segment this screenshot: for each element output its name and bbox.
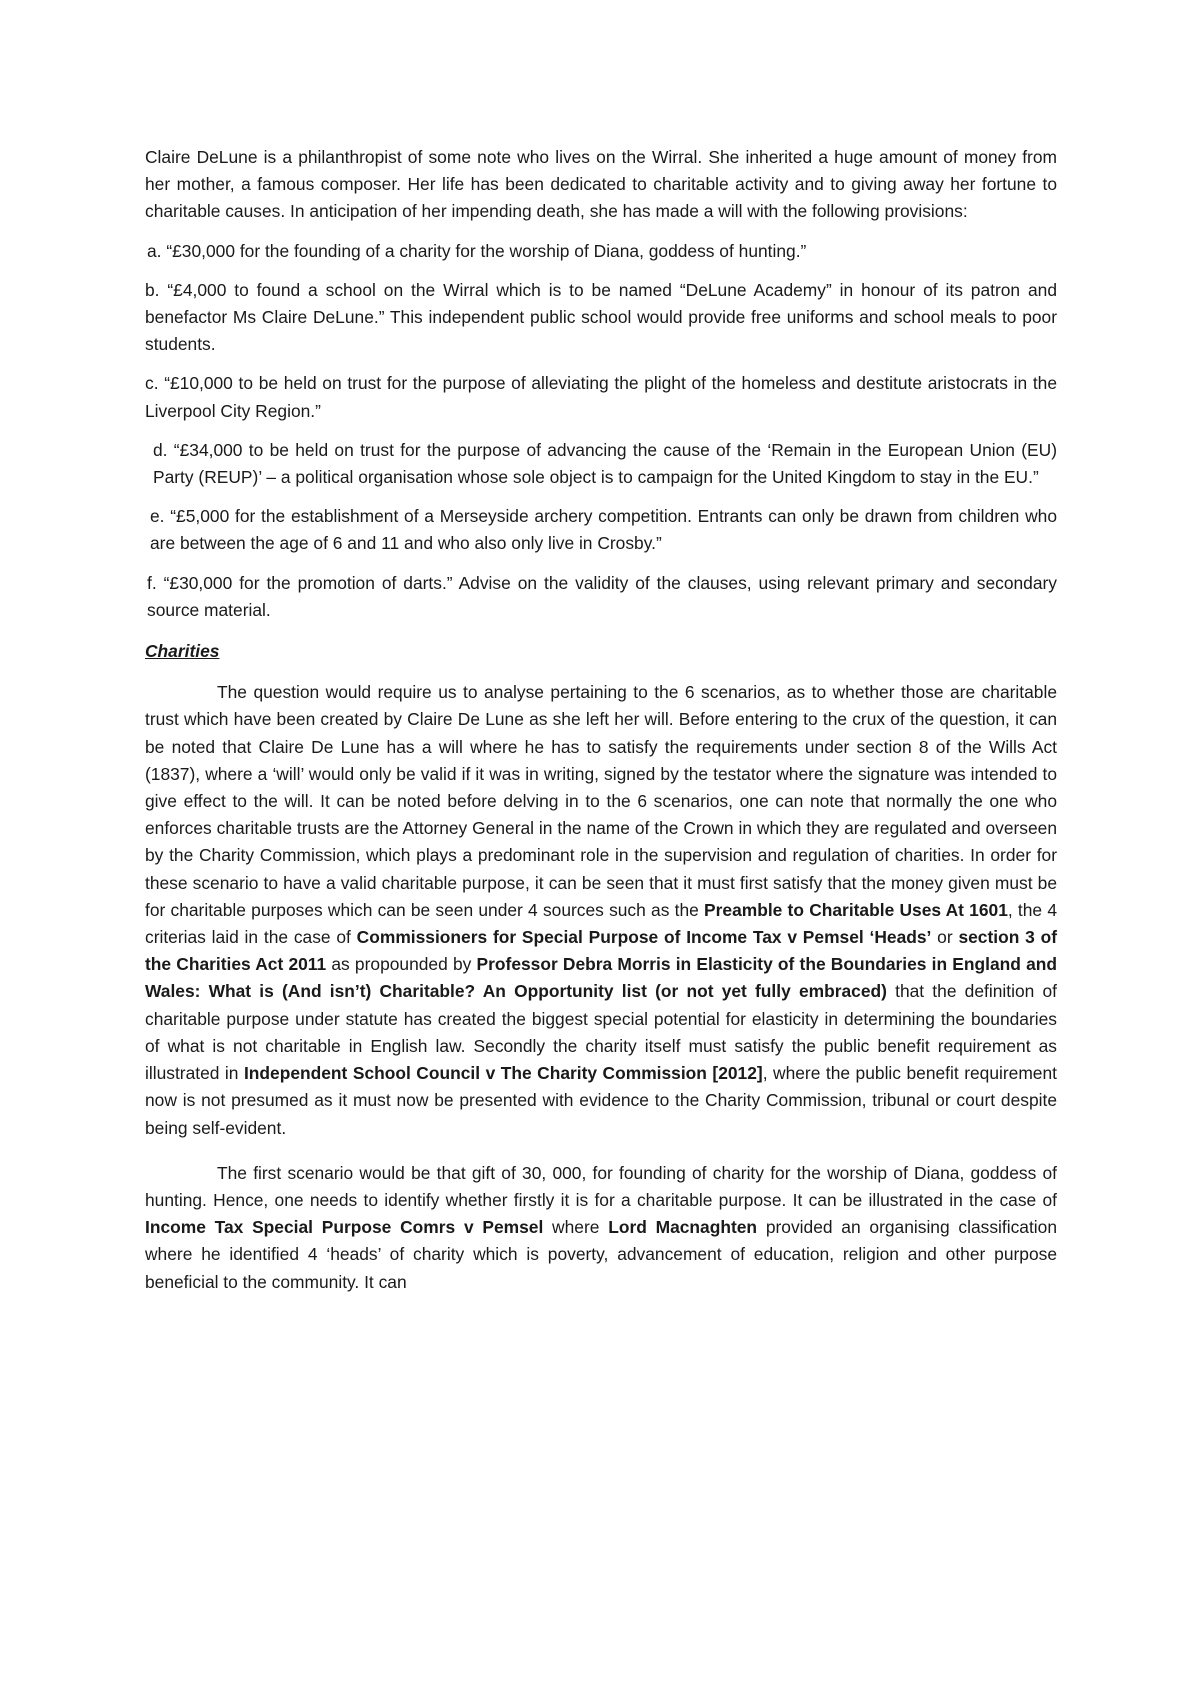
bold-citation: Preamble to Charitable Uses At 1601 [704,899,1008,920]
text-run: The first scenario would be that gift of 30, 000, for founding of charity for the worship of Diana, goddess of hunting. Hence, one needs to identify whether firstly it is for a charitable purpose. It can be illustrated in the case of [145,1162,1057,1210]
bold-citation: Professor Debra Morris in Elasticity of the Boundaries in England and Wales: What is (And isn’t) Charitable? An Opportunity list (or not yet fully embraced) [145,954,1058,1002]
analysis-paragraph-1 [145,679,1057,1141]
question-item-b: b. “£4,000 to found a school on the Wirral which is to be named “DeLune Academy” in honour of its patron and benefactor Ms Claire DeLune.” This independent public school would provide free uniforms and school meals to poor students. [145,279,1057,355]
question-item-f: f. “£30,000 for the promotion of darts.” Advise on the validity of the clauses, using relevant primary and secondary source material. [147,572,1057,620]
text-run: as propounded by [326,954,477,975]
text-run: where [543,1217,609,1238]
question-item-a: a. “£30,000 for the founding of a charity for the worship of Diana, goddess of hunting.” [147,240,807,261]
question-item-e: e. “£5,000 for the establishment of a Merseyside archery competition. Entrants can only be drawn from children who are between the age of 6 and 11 and who also only live in Crosby.” [150,506,1057,554]
section-heading: Charities [145,641,220,662]
bold-citation: Commissioners for Special Purpose of Income Tax v Pemsel ‘Heads’ [356,927,932,948]
bold-citation: Lord Macnaghten [608,1217,758,1238]
document-page [145,144,1057,1314]
text-run: The question would require us to analyse pertaining to the 6 scenarios, as to whether those are charitable trust which have been created by Claire De Lune as she left her will. Before entering to the crux of the question, it can be noted that Claire De Lune has a will where he has to satisfy the requirements under section 8 of the Wills Act (1837), where a ‘will’ would only be valid if it was in writing, signed by the testator where the signature was intended to give effect to the will. It can be noted before delving in to the 6 scenarios, one can note that normally the one who enforces charitable trusts are the Attorney General in the name of the Crown in which they are regulated and overseen by the Charity Commission, which plays a predominant role in the supervision and regulation of charities. In order for these scenario to have a valid charitable purpose, it can be seen that it must first satisfy that the money given must be for charitable purposes which can be seen under 4 sources such as the [145,682,1057,920]
text-run: , the 4 criterias laid in the case of [145,899,1058,948]
text-run: , where the public benefit requirement now is not presumed as it must now be presented with evidence to the Charity Commission, tribunal or court despite being self-evident. [145,1063,1057,1138]
question-item-d: d. “£34,000 to be held on trust for the purpose of advancing the cause of the ‘Remain in the European Union (EU) Party (REUP)’ – a political organisation whose sole object is to campaign for the United Kingdom to stay in the EU.” [153,439,1057,488]
bold-citation: section 3 of the Charities Act 2011 [145,927,1057,975]
bold-citation: Income Tax Special Purpose Comrs v Pemsel [145,1217,544,1238]
analysis-paragraph-2 [145,1160,1057,1296]
text-run: that the definition of charitable purpose under statute has created the biggest special potential for elasticity in determining the boundaries of what is not charitable in English law. Secondly the charity itself must satisfy the public benefit requirement as illustrated in [145,981,1057,1084]
question-intro: Claire DeLune is a philanthropist of some note who lives on the Wirral. She inherited a huge amount of money from her mother, a famous composer. Her life has been dedicated to charitable activity and to giving away her fortune to charitable causes. In anticipation of her impending death, she has made a will with the following provisions: [145,147,1057,222]
question-item-c: c. “£10,000 to be held on trust for the purpose of alleviating the plight of the homeless and destitute aristocrats in the Liverpool City Region.” [145,373,1057,421]
bold-citation: Independent School Council v The Charity Commission [2012] [243,1063,763,1084]
text-run: provided an organising classification where he identified 4 ‘heads’ of charity which is poverty, advancement of education, religion and other purpose beneficial to the community. It can [145,1217,1057,1292]
text-run: or [931,927,959,948]
